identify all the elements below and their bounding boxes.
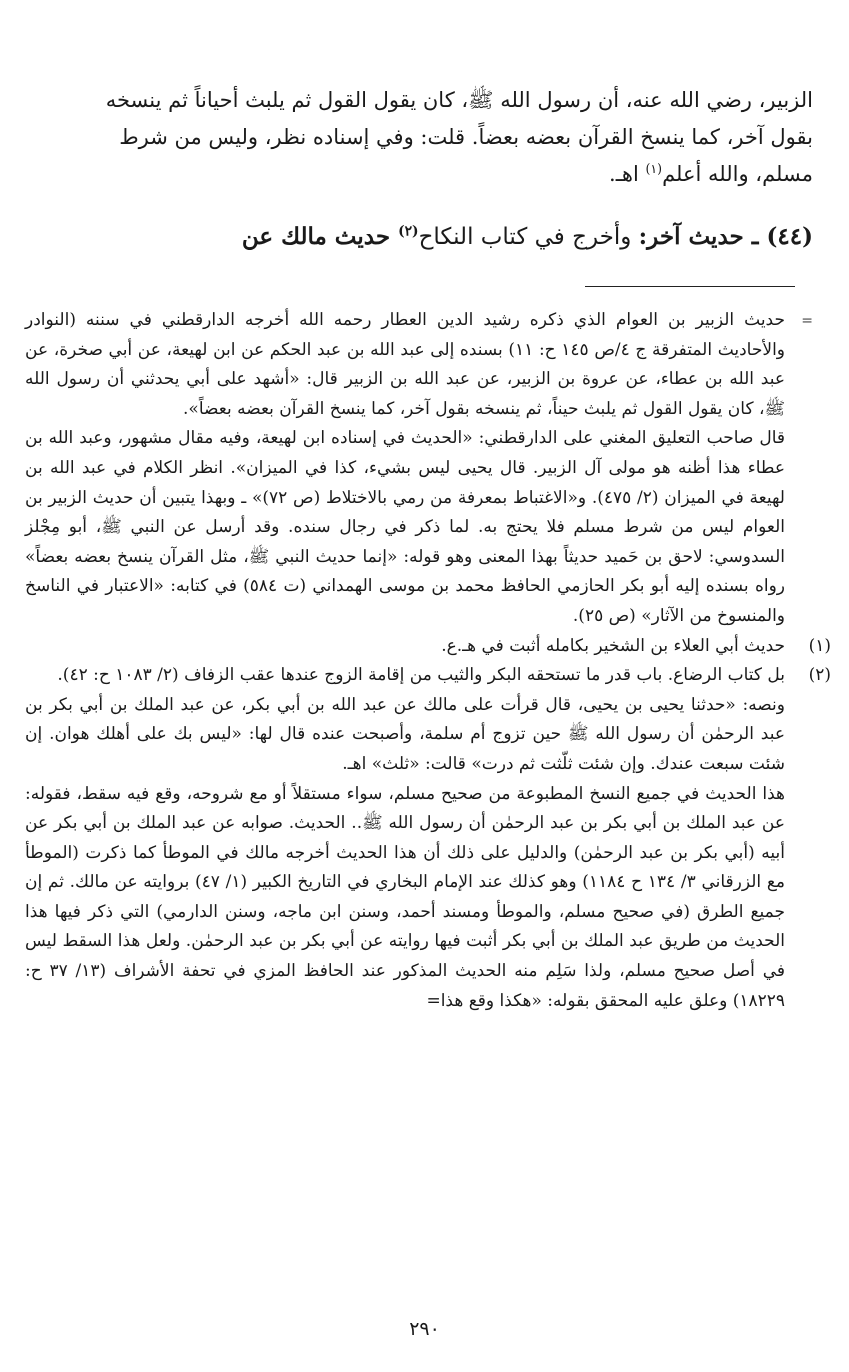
- footnote-ref-2: (٢): [398, 223, 419, 240]
- footnotes-block: [25, 306, 831, 1016]
- footnote-text: بل كتاب الرضاع. باب قدر ما تستحقه البكر والثيب من إقامة الزوج عندها عقب الزفاف (٢/ ١٠٨٣ ح: ٤٢).: [57, 665, 785, 686]
- main-text-line: [33, 156, 813, 193]
- main-text-line: بقول آخر، كما ينسخ القرآن بعضه بعضاً. قلت: وفي إسناده نظر، وليس من شرط: [119, 125, 813, 149]
- main-text-block: [33, 82, 813, 193]
- continuation-mark: =: [801, 313, 813, 329]
- footnote-paragraph: هذا الحديث في جميع النسخ المطبوعة من صحيح مسلم، سواء مستقلاً أو مع شروحه، وقع فيه سقط، فقوله: عن عبد الملك بن أبي بكر بن عبد الرحمٰن أن رسول الله ﷺ.. الحديث. صوابه عن عبد الملك بن أبي بكر عن أبيه (أبي بكر بن عبد الرحمٰن) والدليل على ذلك أن هذا الحديث أخرجه مالك في الموطأ كما ذكرت (الموطأ مع الزرقاني ٣/ ١٣٤ ح ١١٨٤) وهو كذلك عند الإمام البخاري في التاريخ الكبير (١/ ٤٧) بروايته عن مالك. ثم إن جميع الطرق (في صحيح مسلم، والموطأ ومسند أحمد، وسنن ابن ماجه، وسنن الدارمي) التي ذكر فيها هذا الحديث من طريق عبد الملك بن أبي بكر أثبت فيها روايته عن أبي بكر بن عبد الرحمٰن. ولعل هذا السقط ليس في أصل صحيح مسلم، ولذا سَلِم منه الحديث المذكور عند الحافظ المزي في تحفة الأشراف (١٣/ ٣٧ ح: ١٨٢٢٩) وعلق عليه المحقق بقوله: «هكذا وقع هذا=: [25, 783, 785, 1011]
- main-text-fragment: اهـ.: [609, 162, 646, 186]
- footnote-paragraph: قال صاحب التعليق المغني على الدارقطني: «الحديث في إسناده ابن لهيعة، وفيه مقال مشهور، وعبد الله بن عطاء هذا أظنه هو مولى آل الزبير. قال يحيى ليس بشيء، كذا في الميزان». انظر الكلام في عبد الله بن لهيعة في الميزان (٢/ ٤٧٥). و«الاغتباط بمعرفة من رمي بالاختلاط (ص ٧٢)» ـ وبهذا يتبين أن حديث الزبير بن العوام ليس من شرط مسلم فلا يحتج به. لما ذكر في رجال سنده. وقد أرسل عن النبي ﷺ، أبو مِجْلز السدوسي: لاحق بن حَميد حديثاً بهذا المعنى وهو قوله: «إنما حديث النبي ﷺ، مثل القرآن ينسخ بعضه بعضاً» رواه بسنده إليه أبو بكر الحازمي الحافظ محمد بن موسى الهمداني (ت ٥٨٤) في كتابه: «الاعتبار في الناسخ والمنسوخ من الآثار» (ص ٢٥).: [25, 428, 785, 626]
- footnote-1: [25, 632, 831, 662]
- footnote-2: [25, 661, 831, 691]
- footnote-number: (٢): [808, 665, 831, 686]
- footnote-ref-1: (١): [645, 161, 663, 176]
- main-text-line: الزبير، رضي الله عنه، أن رسول الله ﷺ، كان يقول القول ثم يلبث أحياناً ثم ينسخه: [105, 88, 813, 112]
- footnote-number: (١): [808, 635, 831, 656]
- hadith-heading: [33, 218, 813, 256]
- footnote-separator: [585, 286, 795, 287]
- footnote-paragraph: حديث الزبير بن العوام الذي ذكره رشيد الدين العطار رحمه الله أخرجه الدارقطني في سننه (النوادر والأحاديث المتفرقة ج ٤/ص ١٤٥ ح: ١١) بسنده إلى عبد الله بن عبد الحكم عن ابن لهيعة، عن أبي صخرة، عن عبد الله بن عطاء، عن عروة بن الزبير، عن عبد الله بن الزبير قال: «أشهد على أبي يحدثني أن رسول الله ﷺ، كان يقول القول ثم يلبث حيناً، ثم ينسخه بقول آخر، كما ينسخ القرآن بعضه بعضاً».: [25, 310, 785, 419]
- footnote-paragraph: ونصه: «حدثنا يحيى بن يحيى، قال قرأت على مالك عن عبد الله بن أبي بكر، عن عبد الملك بن أبي بكر بن عبد الرحمٰن أن رسول الله ﷺ حين تزوج أم سلمة، وأصبحت عنده قال لها: «ليس بك على أهلك هوان. إن شئت سبعت عندك. وإن شئت ثلّثت ثم درت» قالت: «ثلث» اهـ.: [25, 694, 785, 774]
- footnote-text: حديث أبي العلاء بن الشخير بكامله أثبت في هـ.ع.: [441, 635, 785, 656]
- heading-text: حديث مالك عن: [241, 223, 399, 250]
- hadith-number: (٤٤) ـ حديث آخر:: [638, 223, 813, 250]
- main-text-fragment: مسلم، والله أعلم: [662, 162, 813, 186]
- heading-text: وأخرج في كتاب النكاح: [418, 224, 639, 250]
- page-number: ٢٩٠: [409, 1318, 440, 1340]
